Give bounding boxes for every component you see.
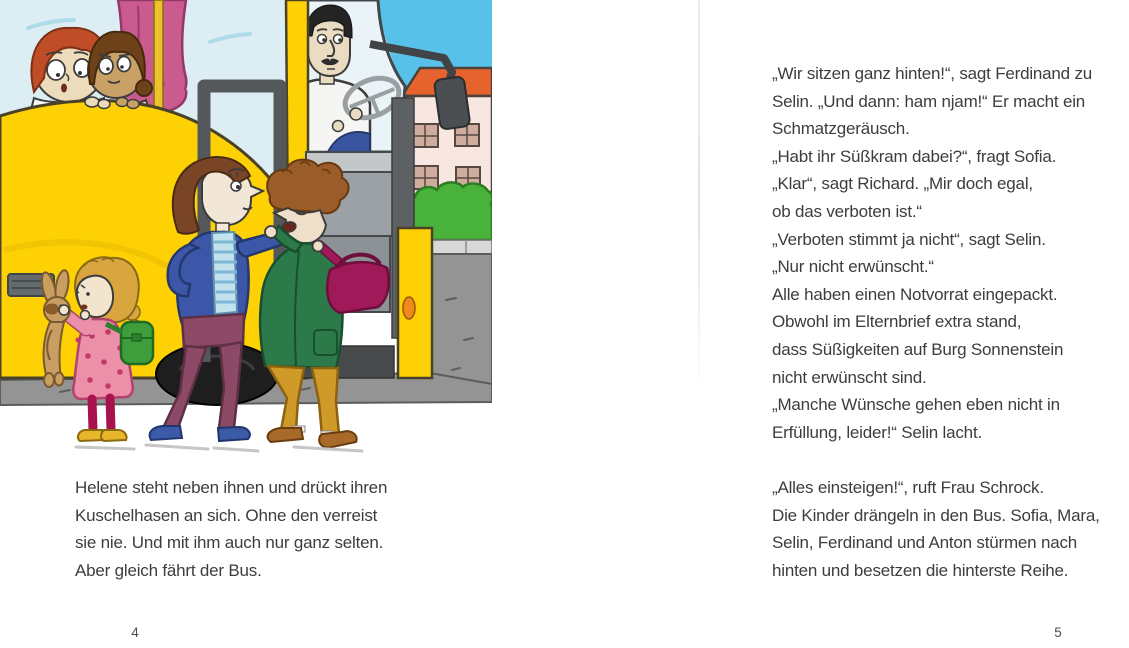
girl-backpack <box>121 322 153 364</box>
text-line: „Nur nicht erwünscht.“ <box>772 257 934 277</box>
boy-bag <box>327 262 388 313</box>
text-line: Aber gleich fährt der Bus. <box>75 560 262 580</box>
text-line: „Manche Wünsche gehen eben nicht in <box>772 395 1060 415</box>
text-line: dass Süßigkeiten auf Burg Sonnenstein <box>772 339 1064 359</box>
ground-shadows <box>76 445 362 451</box>
text-line: Obwohl im Elternbrief extra stand, <box>772 312 1022 332</box>
text-line: Kuschelhasen an sich. Ohne den verreist <box>75 505 378 525</box>
right-page-number: 5 <box>1054 625 1062 640</box>
text-line: nicht erwünscht sind. <box>772 367 927 387</box>
text-line: Schmatzgeräusch. <box>772 119 910 139</box>
curtain-pole <box>154 0 163 112</box>
bus-scene-illustration <box>0 0 492 458</box>
text-line: Selin, Ferdinand und Anton stürmen nach <box>772 533 1078 553</box>
paragraph <box>772 474 1100 584</box>
text-line: „Habt ihr Süßkram dabei?“, fragt Sofia. <box>772 146 1057 166</box>
left-page-number: 4 <box>131 625 139 640</box>
paragraph <box>75 474 387 584</box>
text-line: „Wir sitzen ganz hinten!“, sagt Ferdinand zu <box>772 64 1093 83</box>
text-line: Die Kinder drängeln in den Bus. Sofia, Mara, <box>772 505 1100 525</box>
text-line: Erfüllung, leider!“ Selin lacht. <box>772 422 982 442</box>
right-page-text <box>772 60 1100 584</box>
text-line: hinten und besetzen die hinterste Reihe. <box>772 560 1069 580</box>
text-line: „Alles einsteigen!“, ruft Frau Schrock. <box>772 477 1044 497</box>
page-gutter <box>698 0 700 396</box>
paragraph <box>772 60 1100 446</box>
text-line: Helene steht neben ihnen und drückt ihren <box>75 478 388 497</box>
text-line: Selin. „Und dann: ham njam!“ Er macht ein <box>772 91 1086 111</box>
text-line: „Klar“, sagt Richard. „Mir doch egal, <box>772 174 1033 194</box>
text-line: ob das verboten ist.“ <box>772 201 922 221</box>
text-line: sie nie. Und mit ihm auch nur ganz selten. <box>75 533 384 553</box>
left-page-text <box>75 474 387 584</box>
tire <box>156 343 278 405</box>
text-line: Alle haben einen Notvorrat eingepackt. <box>772 284 1058 304</box>
text-line: „Verboten stimmt ja nicht“, sagt Selin. <box>772 229 1046 249</box>
bus-indicator-light <box>403 297 415 319</box>
